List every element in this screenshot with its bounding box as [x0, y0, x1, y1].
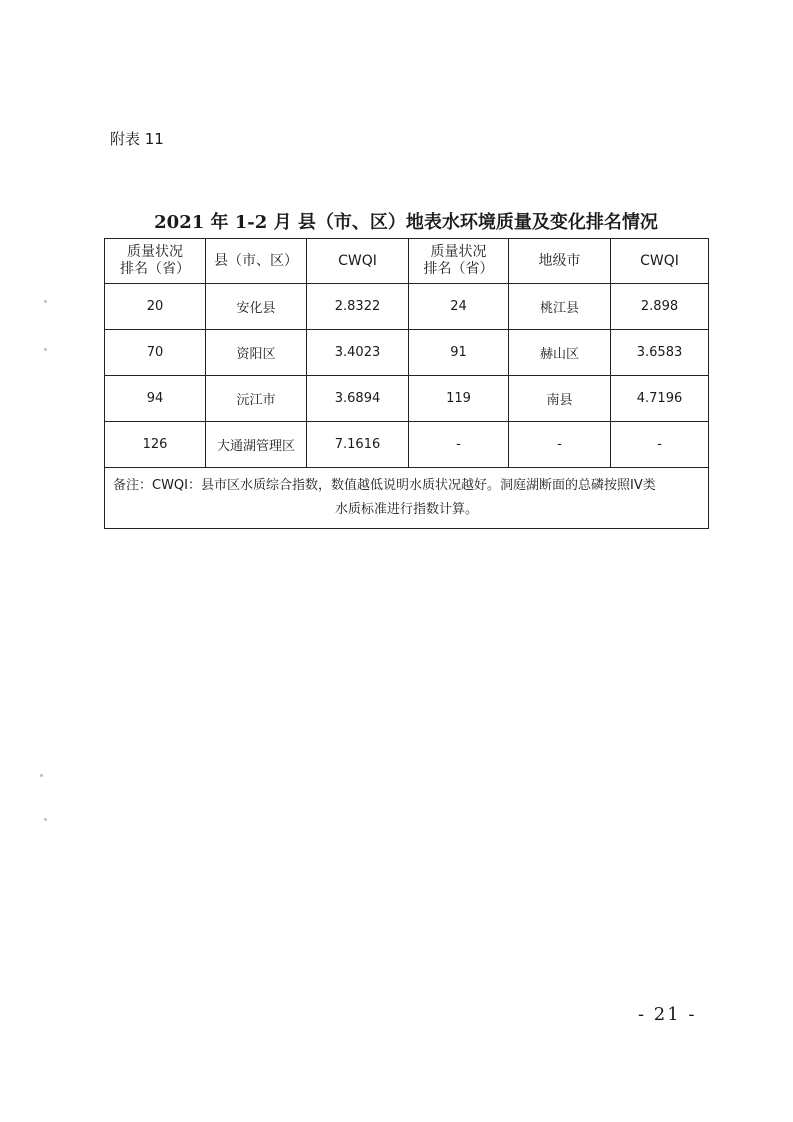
- cell-rank-city: 91: [409, 330, 509, 376]
- scan-speck: [44, 818, 47, 821]
- cell-cwqi-city: 3.6583: [611, 330, 709, 376]
- cell-cwqi-county: 3.6894: [307, 376, 409, 422]
- cell-rank-county: 94: [105, 376, 206, 422]
- scan-speck: [40, 774, 43, 777]
- cell-county: 资阳区: [206, 330, 307, 376]
- cell-city: 南县: [509, 376, 611, 422]
- cell-rank-county: 70: [105, 330, 206, 376]
- cell-rank-county: 126: [105, 422, 206, 468]
- cell-cwqi-city: 4.7196: [611, 376, 709, 422]
- table-row: [105, 284, 709, 330]
- table-header-row: [105, 239, 709, 284]
- table-row: [105, 376, 709, 422]
- header-city: 地级市: [509, 239, 611, 284]
- table-row: [105, 422, 709, 468]
- cell-rank-city: -: [409, 422, 509, 468]
- scan-speck: [44, 348, 47, 351]
- cell-cwqi-county: 7.1616: [307, 422, 409, 468]
- scan-speck: [44, 300, 47, 303]
- cell-cwqi-city: -: [611, 422, 709, 468]
- cell-city: 桃江县: [509, 284, 611, 330]
- header-cwqi-county: CWQI: [307, 239, 409, 284]
- note-line-1: 备注：CWQI：县市区水质综合指数，数值越低说明水质状况越好。洞庭湖断面的总磷按照IV类: [113, 478, 656, 493]
- table-note-row: [105, 468, 709, 529]
- header-county: 县（市、区）: [206, 239, 307, 284]
- appendix-label: 附表 11: [110, 130, 164, 148]
- note-line-2: 水质标准进行指数计算。: [334, 502, 478, 517]
- table-row: [105, 330, 709, 376]
- cell-rank-city: 119: [409, 376, 509, 422]
- cell-cwqi-county: 2.8322: [307, 284, 409, 330]
- cell-city: -: [509, 422, 611, 468]
- cell-rank-city: 24: [409, 284, 509, 330]
- cell-cwqi-county: 3.4023: [307, 330, 409, 376]
- header-rank-county: 质量状况 排名（省）: [105, 239, 206, 284]
- cell-cwqi-city: 2.898: [611, 284, 709, 330]
- header-cwqi-city: CWQI: [611, 239, 709, 284]
- cell-city: 赫山区: [509, 330, 611, 376]
- ranking-table: [104, 238, 709, 529]
- table-note: [105, 468, 709, 529]
- header-rank-city: 质量状况 排名（省）: [409, 239, 509, 284]
- cell-county: 大通湖管理区: [206, 422, 307, 468]
- document-title: 2021 年 1-2 月 县（市、区）地表水环境质量及变化排名情况: [154, 212, 658, 233]
- cell-county: 安化县: [206, 284, 307, 330]
- page-number: - 21 -: [638, 1004, 697, 1025]
- cell-rank-county: 20: [105, 284, 206, 330]
- cell-county: 沅江市: [206, 376, 307, 422]
